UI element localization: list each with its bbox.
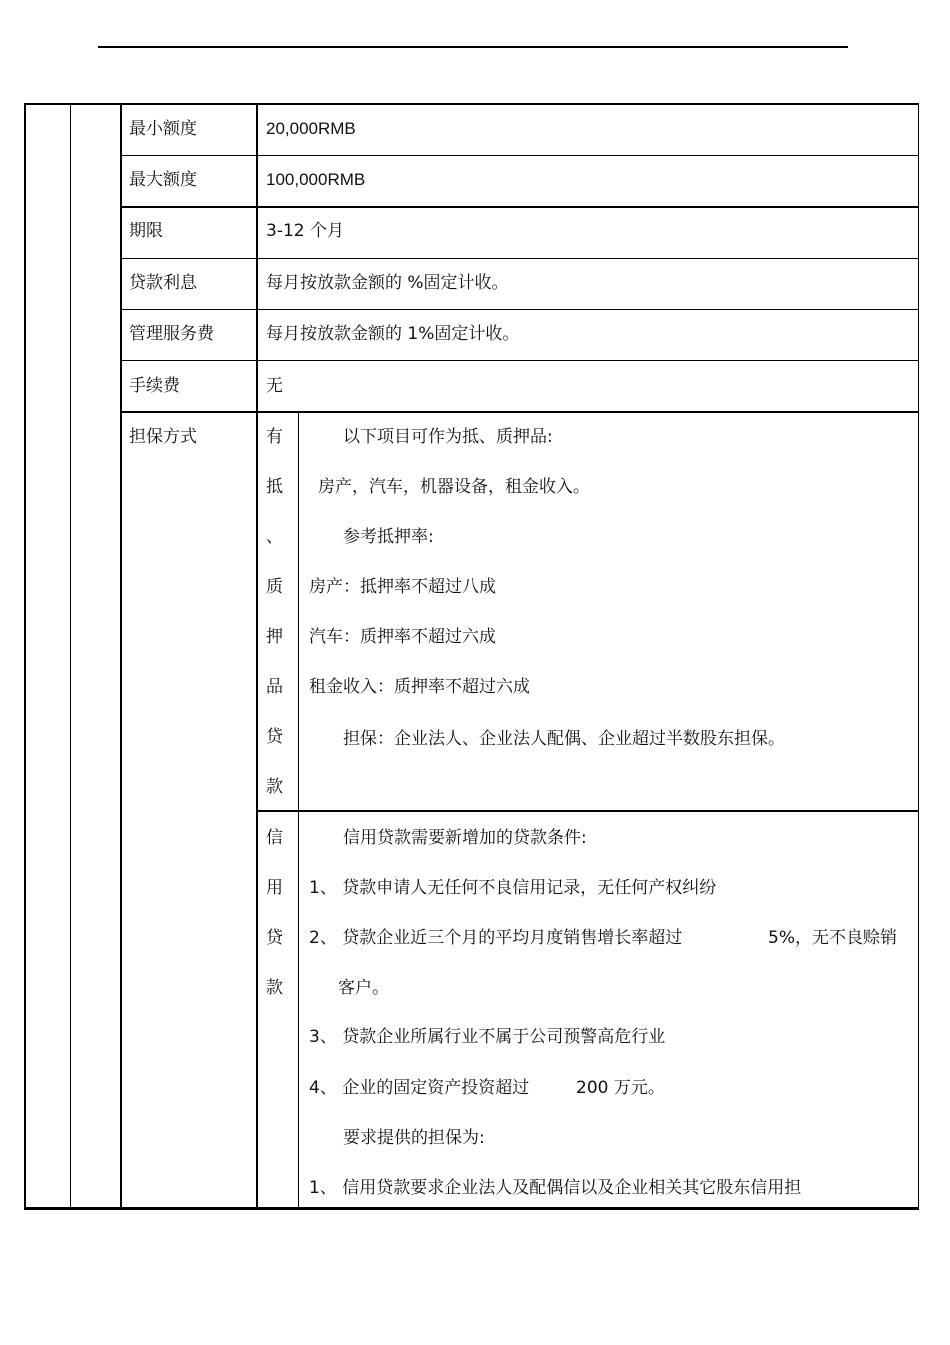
row-divider bbox=[120, 411, 919, 413]
row-divider bbox=[256, 810, 919, 812]
row-value-service-fee: 每月按放款金额的 1%固定计收。 bbox=[266, 324, 520, 344]
credit-label-char: 信 bbox=[266, 828, 283, 848]
table-vline-2 bbox=[120, 103, 122, 1209]
collateral-line: 以下项目可作为抵、质押品: bbox=[343, 427, 553, 447]
credit-line: 1、 贷款申请人无任何不良信用记录，无任何产权纠纷 bbox=[309, 878, 717, 898]
row-divider bbox=[120, 206, 919, 208]
credit-line: 3、 贷款企业所属行业不属于公司预警高危行业 bbox=[309, 1027, 666, 1047]
credit-label-char: 款 bbox=[266, 978, 283, 998]
row-label-service-fee: 管理服务费 bbox=[129, 324, 214, 344]
table-vline-1 bbox=[70, 103, 71, 1209]
collateral-line: 房产：抵押率不超过八成 bbox=[309, 577, 496, 597]
row-value-max-amount: 100,000RMB bbox=[266, 170, 366, 189]
collateral-label-char: 品 bbox=[266, 677, 283, 697]
credit-line: 要求提供的担保为: bbox=[343, 1128, 485, 1148]
credit-line: 4、 企业的固定资产投资超过 bbox=[309, 1078, 530, 1098]
collateral-label-char: 、 bbox=[266, 527, 283, 547]
credit-line: 5%，无不良赊销 bbox=[768, 928, 897, 948]
credit-line: 200 万元。 bbox=[576, 1078, 665, 1098]
table-bottom-border bbox=[24, 1208, 919, 1210]
row-label-min-amount: 最小额度 bbox=[129, 119, 197, 139]
header-rule bbox=[98, 46, 848, 48]
collateral-line: 租金收入：质押率不超过六成 bbox=[309, 677, 530, 697]
row-label-term: 期限 bbox=[129, 221, 163, 241]
collateral-label-char: 有 bbox=[266, 427, 283, 447]
row-divider bbox=[120, 258, 919, 259]
row-label-interest: 贷款利息 bbox=[129, 273, 197, 293]
row-value-min-amount: 20,000RMB bbox=[266, 119, 356, 138]
collateral-line: 汽车：质押率不超过六成 bbox=[309, 627, 496, 647]
collateral-label-char: 质 bbox=[266, 577, 283, 597]
row-value-handling-fee: 无 bbox=[266, 376, 283, 396]
table-vline-right bbox=[918, 103, 919, 1209]
credit-line: 客户。 bbox=[338, 978, 389, 998]
collateral-label-char: 款 bbox=[266, 777, 283, 797]
row-divider bbox=[120, 155, 919, 156]
collateral-line: 参考抵押率: bbox=[343, 527, 434, 547]
collateral-line: 担保：企业法人、企业法人配偶、企业超过半数股东担保。 bbox=[343, 729, 785, 749]
credit-line: 1、 信用贷款要求企业法人及配偶信以及企业相关其它股东信用担 bbox=[309, 1178, 802, 1198]
credit-line: 信用贷款需要新增加的贷款条件: bbox=[343, 828, 587, 848]
credit-line: 2、 贷款企业近三个月的平均月度销售增长率超过 bbox=[309, 928, 683, 948]
credit-label-char: 贷 bbox=[266, 928, 283, 948]
collateral-label-char: 贷 bbox=[266, 727, 283, 747]
collateral-label-char: 抵 bbox=[266, 477, 283, 497]
row-label-max-amount: 最大额度 bbox=[129, 170, 197, 190]
credit-label-char: 用 bbox=[266, 878, 283, 898]
row-label-guarantee: 担保方式 bbox=[129, 427, 197, 447]
collateral-line: 房产，汽车，机器设备，租金收入。 bbox=[318, 477, 590, 497]
table-vline-3 bbox=[256, 103, 258, 1209]
row-label-handling-fee: 手续费 bbox=[129, 376, 180, 396]
row-value-interest: 每月按放款金额的 %固定计收。 bbox=[266, 273, 509, 293]
row-divider bbox=[120, 309, 919, 310]
row-value-term: 3-12 个月 bbox=[266, 221, 344, 241]
collateral-label-char: 押 bbox=[266, 627, 283, 647]
row-divider bbox=[120, 360, 919, 361]
